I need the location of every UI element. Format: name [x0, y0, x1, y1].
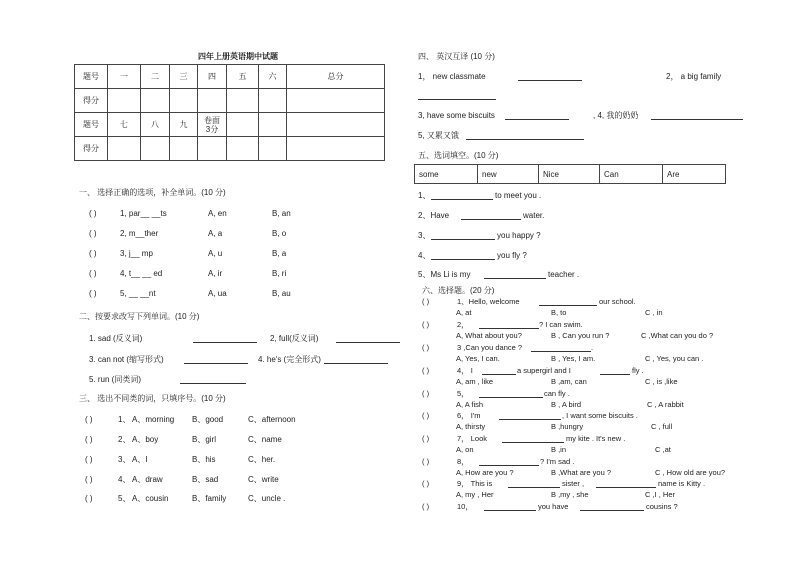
question-text: 7， Look	[457, 434, 488, 443]
question-text: a supergirl and I	[517, 366, 571, 375]
rewrite-prompt: 2, full(反义词)	[270, 334, 319, 343]
item-number: 4、	[118, 475, 131, 484]
option-b: B , Yes, I am.	[551, 354, 596, 363]
score-input-cell[interactable]	[198, 89, 227, 113]
option-c: C , is ,like	[645, 377, 678, 386]
translate-prompt: 3, have some biscuits	[418, 111, 495, 120]
option-b: B ,in	[551, 445, 567, 454]
fill-number: 3、	[418, 231, 431, 240]
score-header-cell: 三	[170, 65, 198, 89]
word-bank-item: Can	[600, 165, 663, 184]
score-header-cell: 一	[108, 65, 141, 89]
item-number: 3、	[118, 455, 131, 464]
section-3-heading: 三、 选出不同类的词，只填序号。(10 分)	[79, 394, 226, 403]
answer-blank[interactable]	[502, 434, 564, 443]
fill-number: 4、	[418, 251, 431, 260]
question-text: 5，	[457, 389, 469, 398]
option-a: A, at	[456, 308, 472, 317]
fill-number: 1、	[418, 191, 431, 200]
option-a: A, ua	[208, 289, 227, 298]
translate-prompt: 5, 又累又饿	[418, 131, 459, 140]
answer-blank[interactable]	[461, 211, 521, 220]
answer-paren[interactable]: ( )	[89, 249, 97, 258]
question-text: fly .	[632, 366, 644, 375]
question-text: 9， This is	[457, 479, 493, 488]
item-number: 5、	[118, 494, 131, 503]
score-empty-cell	[227, 137, 259, 161]
answer-blank[interactable]	[324, 355, 388, 364]
option-c: C , in	[645, 308, 663, 317]
answer-blank[interactable]	[431, 191, 493, 200]
question-text: 5, __ __nt	[120, 289, 156, 298]
fill-text: teacher .	[548, 270, 580, 279]
answer-paren[interactable]: ( )	[85, 415, 93, 424]
item-number: 2、	[118, 435, 131, 444]
score-input-cell[interactable]	[287, 89, 385, 113]
score-input-cell[interactable]	[170, 137, 198, 161]
option-b: B、girl	[192, 435, 217, 444]
answer-blank[interactable]	[479, 320, 539, 329]
option-a: A, thirsty	[456, 422, 486, 431]
option-a: A, am , like	[456, 377, 494, 386]
answer-blank[interactable]	[482, 366, 516, 375]
question-text: 8，	[457, 457, 469, 466]
answer-blank[interactable]	[580, 502, 644, 511]
score-empty-cell	[287, 137, 385, 161]
option-c: C , How old are you?	[655, 468, 726, 477]
answer-paren[interactable]: ( )	[422, 320, 430, 329]
question-text: ? I'm sad .	[540, 457, 575, 466]
score-header-cell: 六	[259, 65, 287, 89]
option-b: B, ri	[272, 269, 287, 278]
rewrite-prompt: 5. run (同类词)	[89, 375, 142, 384]
score-empty-cell	[287, 113, 385, 137]
translate-prompt: 2， a big family	[666, 72, 722, 81]
option-a: A, ir	[208, 269, 223, 278]
fill-text: 5、Ms Li is my	[418, 270, 471, 279]
score-label-cell: 得分	[75, 89, 108, 113]
question-text: 1, par__ __ts	[120, 209, 167, 218]
option-b: B、family	[192, 494, 227, 503]
question-text: name is Kitty .	[658, 479, 706, 488]
fill-text: water.	[523, 211, 545, 220]
rewrite-prompt: 3. can not (缩写形式)	[89, 355, 164, 364]
section-1-heading: 一、 选择正确的选项，补全单词。(10 分)	[79, 188, 226, 197]
option-c: C , Yes, you can .	[645, 354, 704, 363]
option-c: C , A rabbit	[647, 400, 684, 409]
question-text: ? I can swim.	[539, 320, 583, 329]
option-a: A, Yes, I can.	[456, 354, 500, 363]
rewrite-prompt: 4. he's (完全形式)	[258, 355, 321, 364]
score-input-cell[interactable]	[198, 137, 227, 161]
word-bank-item: Are	[663, 165, 726, 184]
option-b: B , Can you run ?	[551, 331, 610, 340]
answer-paren[interactable]: ( )	[422, 389, 430, 398]
answer-paren[interactable]: ( )	[85, 455, 93, 464]
answer-paren[interactable]: ( )	[422, 479, 430, 488]
answer-paren[interactable]: ( )	[422, 411, 430, 420]
question-text: 1、Hello, welcome	[457, 297, 520, 306]
question-text: , I want some biscuits .	[562, 411, 638, 420]
option-a: A, on	[456, 445, 474, 454]
score-header-cell: 七	[108, 113, 141, 137]
question-text: cousins ?	[646, 502, 678, 511]
section-5-heading: 五、选词填空。(10 分)	[418, 151, 499, 160]
answer-paren[interactable]: ( )	[422, 434, 430, 443]
option-b: B ,hungry	[551, 422, 584, 431]
option-b: B、sad	[192, 475, 219, 484]
answer-paren[interactable]: ( )	[422, 457, 430, 466]
answer-blank[interactable]	[600, 366, 630, 375]
option-a: A、I	[132, 455, 148, 464]
score-header-cell: 九	[170, 113, 198, 137]
rewrite-item	[89, 334, 142, 344]
question-text: 10，	[457, 502, 473, 511]
rewrite-prompt: 1. sad (反义词)	[89, 334, 143, 343]
answer-blank[interactable]	[499, 411, 561, 420]
option-c: C、name	[248, 435, 282, 444]
option-c: C ,at	[655, 445, 671, 454]
answer-paren[interactable]: ( )	[85, 494, 93, 503]
score-header-cell: 题号	[75, 65, 108, 89]
score-label-cell: 得分	[75, 137, 108, 161]
score-input-cell[interactable]	[170, 89, 198, 113]
option-b: B, au	[272, 289, 291, 298]
option-a: A, What about you?	[456, 331, 522, 340]
score-input-cell[interactable]	[227, 89, 259, 113]
fill-text: you fly ?	[497, 251, 527, 260]
answer-blank[interactable]	[431, 231, 495, 240]
section-4-heading: 四、 英汉互译 (10 分)	[418, 52, 495, 61]
option-b: B ,my , she	[551, 490, 589, 499]
answer-paren[interactable]: ( )	[422, 343, 430, 352]
question-text: you have	[538, 502, 569, 511]
question-text: .	[591, 343, 594, 352]
answer-blank[interactable]	[651, 111, 743, 120]
answer-blank[interactable]	[596, 479, 656, 488]
answer-blank[interactable]	[508, 479, 560, 488]
question-text: can fly .	[544, 389, 570, 398]
score-input-cell[interactable]	[141, 89, 170, 113]
answer-blank[interactable]	[539, 297, 597, 306]
option-a: A, A fish	[456, 400, 484, 409]
answer-blank[interactable]	[479, 457, 539, 466]
question-text: 6， I'm	[457, 411, 481, 420]
option-a: A、morning	[132, 415, 175, 424]
question-text: 3, j__ mp	[120, 249, 153, 258]
word-bank-item: Nice	[539, 165, 600, 184]
option-a: A, a	[208, 229, 223, 238]
question-text: 3 ,Can you dance ?	[457, 343, 523, 352]
answer-paren[interactable]: ( )	[89, 289, 97, 298]
score-empty-cell	[259, 137, 287, 161]
answer-blank[interactable]	[466, 131, 584, 140]
option-a: A, u	[208, 249, 223, 258]
score-header-cell: 五	[227, 65, 259, 89]
score-header-cell: 八	[141, 113, 170, 137]
option-c: C、write	[248, 475, 279, 484]
question-text: sister ,	[562, 479, 585, 488]
answer-blank[interactable]	[184, 355, 248, 364]
score-header-cell: 二	[141, 65, 170, 89]
option-a: A、boy	[132, 435, 159, 444]
question-text: 4, t__ __ ed	[120, 269, 163, 278]
answer-paren[interactable]: ( )	[422, 502, 430, 511]
section-6-heading: 六、选择题。(20 分)	[422, 286, 495, 295]
item-number: 1、	[118, 415, 131, 424]
option-a: A、cousin	[132, 494, 169, 503]
option-b: B , A bird	[551, 400, 582, 409]
option-b: B, an	[272, 209, 291, 218]
option-c: C、her.	[248, 455, 276, 464]
answer-paren[interactable]: ( )	[422, 366, 430, 375]
score-input-cell[interactable]	[108, 89, 141, 113]
fill-text: 2、Have	[418, 211, 450, 220]
answer-blank[interactable]	[531, 343, 594, 352]
answer-blank[interactable]	[484, 502, 536, 511]
answer-paren[interactable]: ( )	[422, 297, 430, 306]
option-a: A, en	[208, 209, 227, 218]
answer-paren[interactable]: ( )	[85, 435, 93, 444]
option-b: B ,am, can	[551, 377, 587, 386]
fill-text: to meet you .	[495, 191, 542, 200]
question-text: my kite . It's new .	[566, 434, 626, 443]
score-header-cell: 卷面 3分	[198, 113, 227, 137]
score-input-cell[interactable]	[259, 89, 287, 113]
option-b: B, to	[551, 308, 567, 317]
option-c: C , full	[651, 422, 673, 431]
score-input-cell[interactable]	[141, 137, 170, 161]
answer-blank[interactable]	[484, 270, 546, 279]
answer-blank[interactable]	[180, 375, 246, 384]
answer-blank[interactable]	[418, 91, 496, 100]
translate-prompt: , 4, 我的奶奶	[593, 111, 639, 120]
option-c: C、afternoon	[248, 415, 296, 424]
score-empty-cell	[259, 113, 287, 137]
answer-paren[interactable]: ( )	[89, 209, 97, 218]
answer-blank[interactable]	[479, 389, 543, 398]
score-header-cell: 总分	[287, 65, 385, 89]
option-c: C、uncle .	[248, 494, 286, 503]
score-input-cell[interactable]	[108, 137, 141, 161]
word-bank	[414, 164, 726, 184]
option-b: B, o	[272, 229, 287, 238]
section-2-heading: 二、按要求改写下列单词。(10 分)	[79, 312, 200, 321]
word-bank-item: some	[415, 165, 478, 184]
answer-paren[interactable]: ( )	[85, 475, 93, 484]
page-title: 四年上册英语期中试题	[198, 52, 278, 61]
answer-paren[interactable]: ( )	[89, 269, 97, 278]
option-b: B ,What are you ?	[551, 468, 612, 477]
option-c: C ,I , Her	[645, 490, 676, 499]
score-empty-cell	[227, 113, 259, 137]
option-b: B、his	[192, 455, 216, 464]
answer-blank[interactable]	[518, 72, 582, 81]
answer-blank[interactable]	[505, 111, 569, 120]
word-bank-item: new	[478, 165, 539, 184]
answer-blank[interactable]	[193, 334, 257, 343]
question-text: 4， I	[457, 366, 473, 375]
score-header-cell: 题号	[75, 113, 108, 137]
answer-blank[interactable]	[336, 334, 400, 343]
option-b: B、good	[192, 415, 224, 424]
question-text: our school.	[599, 297, 636, 306]
option-b: B, a	[272, 249, 287, 258]
option-a: A、draw	[132, 475, 163, 484]
option-a: A, my , Her	[456, 490, 494, 499]
fill-text: you happy ?	[497, 231, 541, 240]
question-text: 2, m__ther	[120, 229, 159, 238]
translate-prompt: 1， new classmate	[418, 72, 486, 81]
option-c: C ,What can you do ?	[641, 331, 714, 340]
answer-blank[interactable]	[431, 251, 495, 260]
score-header-cell: 四	[198, 65, 227, 89]
question-text: 2，	[457, 320, 469, 329]
answer-paren[interactable]: ( )	[89, 229, 97, 238]
option-a: A, How are you ?	[456, 468, 514, 477]
score-table	[74, 64, 385, 161]
